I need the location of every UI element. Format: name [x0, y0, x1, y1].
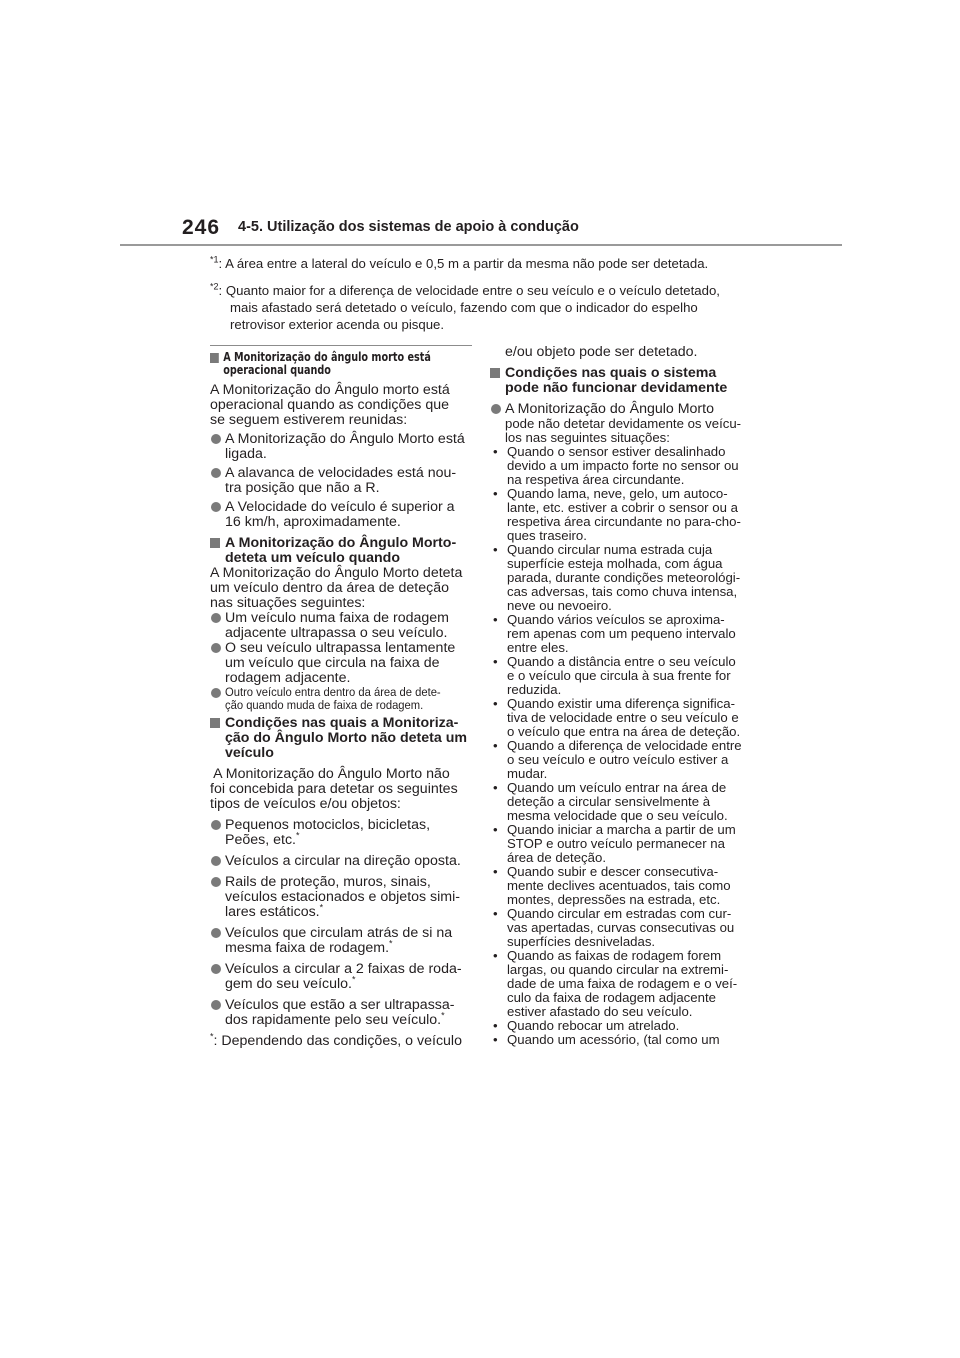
- sub-list-item: [490, 445, 752, 487]
- sub-list-line: Quando um acessório, (tal como um: [507, 1032, 720, 1047]
- sub-list-line: cas adversas, tais como chuva intensa,: [507, 584, 738, 599]
- list-item: O seu veículo ultrapassa lentamente um veículo que circula na faixa de rodagem adjacente.: [210, 641, 472, 686]
- sub-list-item: [490, 907, 752, 949]
- sub-list-line: reduzida.: [507, 682, 562, 697]
- left-column: [210, 345, 472, 1049]
- sub-list-line: superfícies desniveladas.: [507, 934, 656, 949]
- sub-list-line: STOP e outro veículo permanecer na: [507, 836, 725, 851]
- sub-list-line: culo da faixa de rodagem adjacente: [507, 990, 716, 1005]
- list-item: Veículos a circular a 2 faixas de roda- gem do seu veículo.*: [210, 962, 472, 992]
- list-item: A Velocidade do veículo é superior a 16 km/h, aproximadamente.: [210, 500, 472, 530]
- sub-list-line: dade de uma faixa de rodagem e o veí-: [507, 976, 738, 991]
- circle-bullet-icon: [211, 434, 221, 444]
- sub-list-line: respetiva área circundante no para-cho-: [507, 514, 741, 529]
- sub-list-line: parada, durante condições meteorológi-: [507, 570, 741, 585]
- list-item: A Monitorização do Ângulo Morto pode não detetar devidamente os veícu- los nas seguintes situações:: [490, 402, 752, 445]
- circle-bullet-icon: [211, 877, 221, 887]
- list-item: Pequenos motociclos, bicicletas, Peões, etc.*: [210, 818, 472, 848]
- sub-list-line: superfície esteja molhada, com água: [507, 556, 723, 571]
- sub-list-line: e o veículo que circula à sua frente for: [507, 668, 731, 683]
- sub-list-line: neve ou nevoeiro.: [507, 598, 612, 613]
- sub-list-line: Quando subir e descer consecutiva-: [507, 864, 719, 879]
- circle-bullet-icon: [211, 688, 221, 698]
- sub-list-item: [490, 823, 752, 865]
- sub-list-item: [490, 739, 752, 781]
- sub-list-item: [490, 697, 752, 739]
- sub-list-line: tiva de velocidade entre o seu veículo e: [507, 710, 739, 725]
- sub-list-line: Quando iniciar a marcha a partir de um: [507, 822, 736, 837]
- bullet-dot-icon: •: [493, 696, 498, 711]
- bullet-dot-icon: •: [493, 864, 498, 879]
- sub-list-line: Quando a distância entre o seu veículo: [507, 654, 736, 669]
- sub-list-line: Quando rebocar um atrelado.: [507, 1018, 680, 1033]
- bullet-dot-icon: •: [493, 948, 498, 963]
- footnote-text: mais afastado será detetado o veículo, fazendo com que o indicador do espelho: [230, 300, 698, 315]
- bullet-dot-icon: •: [493, 906, 498, 921]
- sub-list-item: [490, 865, 752, 907]
- sub-list-line: vas apertadas, curvas consecutivas ou: [507, 920, 735, 935]
- sub-list-line: Quando um veículo entrar na área de: [507, 780, 727, 795]
- list-item: A alavanca de velocidades está nou- tra posição que não a R.: [210, 466, 472, 496]
- circle-bullet-icon: [211, 468, 221, 478]
- list-item: A Monitorização do Ângulo Morto está ligada.: [210, 432, 472, 462]
- sub-list-line: ques traseiro.: [507, 528, 587, 543]
- circle-bullet-icon: [211, 613, 221, 623]
- bullet-dot-icon: •: [493, 486, 498, 501]
- sub-list-line: Quando circular em estradas com cur-: [507, 906, 732, 921]
- sub-list-item: [490, 781, 752, 823]
- sub-list-line: Quando a diferença de velocidade entre: [507, 738, 742, 753]
- right-column: [490, 345, 752, 1047]
- circle-bullet-icon: [211, 502, 221, 512]
- circle-bullet-icon: [211, 1000, 221, 1010]
- sub-list-item: [490, 613, 752, 655]
- sub-list-item: [490, 949, 752, 1019]
- page-number: 246: [182, 216, 221, 239]
- sub-list-line: Quando vários veículos se aproxima-: [507, 612, 725, 627]
- sub-list-line: mudar.: [507, 766, 548, 781]
- sub-list-item: [490, 1033, 752, 1047]
- sub-list-item: [490, 543, 752, 613]
- list-item: Veículos a circular na direção oposta.: [210, 854, 472, 869]
- sub-list-line: Quando circular numa estrada cuja: [507, 542, 713, 557]
- sub-list-line: na respetiva área circundante.: [507, 472, 685, 487]
- list-item: Outro veículo entra dentro da área de dete- ção quando muda de faixa de rodagem.: [210, 686, 472, 712]
- bullet-dot-icon: •: [493, 780, 498, 795]
- list-item: Um veículo numa faixa de rodagem adjacente ultrapassa o seu veículo.: [210, 611, 472, 641]
- circle-bullet-icon: [211, 643, 221, 653]
- sub-list-line: o veículo que entra na área de deteção.: [507, 724, 741, 739]
- sub-list-line: rem apenas com um pequeno intervalo: [507, 626, 736, 641]
- circle-bullet-icon: [211, 820, 221, 830]
- sub-list-line: mesma velocidade que o seu veículo.: [507, 808, 728, 823]
- sub-list-line: lante, etc. estiver a cobrir o sensor ou a: [507, 500, 738, 515]
- sub-list-line: deteção a circular sensivelmente à: [507, 794, 711, 809]
- circle-bullet-icon: [211, 856, 221, 866]
- footnote-text: : Quanto maior for a diferença de velocidade entre o seu veículo e o veículo detetado,: [218, 283, 720, 298]
- sub-list-item: [490, 1019, 752, 1033]
- bullet-dot-icon: •: [493, 1032, 498, 1047]
- footnote: *: Dependendo das condições, o veículo: [210, 1031, 462, 1049]
- heading-line: operacional quando: [223, 363, 331, 377]
- list-item: Veículos que estão a ser ultrapassa- dos rapidamente pelo seu veículo.*: [210, 998, 472, 1028]
- list-item: Rails de proteção, muros, sinais, veículos estacionados e objetos simi- lares estáticos.*: [210, 875, 472, 920]
- footnote-text: retrovisor exterior acenda ou pisque.: [230, 317, 445, 332]
- bullet-dot-icon: •: [493, 444, 498, 459]
- sub-list-line: montes, depressões na estrada, etc.: [507, 892, 721, 907]
- circle-bullet-icon: [211, 964, 221, 974]
- bullet-dot-icon: •: [493, 654, 498, 669]
- sub-list-item: [490, 655, 752, 697]
- footnote-2: [210, 282, 720, 333]
- section-divider: [210, 345, 472, 346]
- heading-line: A Monitorização do ângulo morto está: [223, 350, 431, 364]
- paragraph: A Monitorização do Ângulo Morto deteta um veículo dentro da área de deteção nas situações seguintes:: [210, 565, 463, 611]
- bullet-dot-icon: •: [493, 542, 498, 557]
- bullet-dot-icon: •: [493, 738, 498, 753]
- sub-list-line: o seu veículo e outro veículo estiver a: [507, 752, 729, 767]
- sub-list-line: entre eles.: [507, 640, 569, 655]
- square-bullet-icon: [210, 718, 220, 728]
- sub-list-line: Quando existir uma diferença significa-: [507, 696, 735, 711]
- sub-list-line: Quando o sensor estiver desalinhado: [507, 444, 726, 459]
- sub-list-line: estiver afastado do seu veículo.: [507, 1004, 693, 1019]
- paragraph: A Monitorização do Ângulo Morto não foi concebida para detetar os seguintes tipos de veículos e/ou objetos:: [210, 766, 458, 812]
- sub-list-line: devido a um impacto forte no sensor ou: [507, 458, 739, 473]
- list-item: Veículos que circulam atrás de si na mesma faixa de rodagem.*: [210, 926, 472, 956]
- continued-text: e/ou objeto pode ser detetado.: [505, 344, 698, 360]
- sub-list-item: [490, 487, 752, 543]
- bullet-dot-icon: •: [493, 1018, 498, 1033]
- square-bullet-icon: [210, 353, 219, 363]
- header-divider: [120, 244, 842, 246]
- square-bullet-icon: [490, 368, 500, 378]
- square-bullet-icon: [210, 538, 220, 548]
- circle-bullet-icon: [211, 928, 221, 938]
- sub-list: [490, 445, 752, 1047]
- bullet-dot-icon: •: [493, 822, 498, 837]
- sub-list-line: Quando lama, neve, gelo, um autoco-: [507, 486, 728, 501]
- section-heading: Condições nas quais a Monitoriza- ção do Ângulo Morto não deteta um veículo: [210, 716, 472, 761]
- section-heading: A Monitorização do Ângulo Morto- deteta um veículo quando: [210, 536, 472, 566]
- sub-list-line: mente declives acentuados, tais como: [507, 878, 731, 893]
- footnote-mark: *2: [210, 281, 219, 292]
- circle-bullet-icon: [491, 404, 501, 414]
- sub-list-line: área de deteção.: [507, 850, 606, 865]
- chapter-title: 4-5. Utilização dos sistemas de apoio à condução: [238, 219, 579, 235]
- paragraph: A Monitorização do Ângulo morto está operacional quando as condições que se seguem estiverem reunidas:: [210, 382, 450, 428]
- section-heading: [210, 351, 441, 377]
- sub-list-line: largas, ou quando circular na extremi-: [507, 962, 729, 977]
- bullet-dot-icon: •: [493, 612, 498, 627]
- section-heading: Condições nas quais o sistema pode não funcionar devidamente: [490, 366, 752, 396]
- footnote-text: : A área entre a lateral do veículo e 0,5 m a partir da mesma não pode ser detetada.: [218, 256, 709, 271]
- sub-list-line: Quando as faixas de rodagem forem: [507, 948, 722, 963]
- footnote-1: [210, 255, 708, 272]
- footnote-mark: *1: [210, 254, 219, 265]
